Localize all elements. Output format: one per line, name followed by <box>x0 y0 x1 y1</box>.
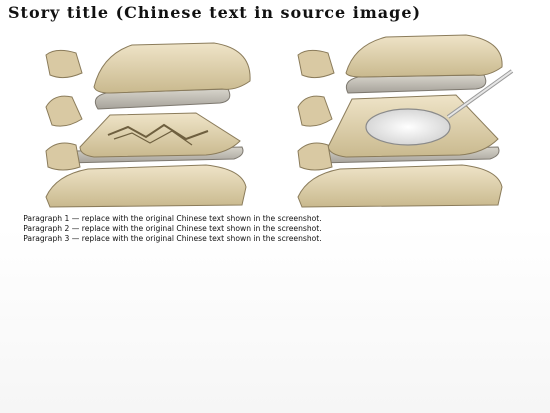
spine-illustration <box>36 27 518 210</box>
paragraph-3: Paragraph 3 — replace with the original Chinese text shown in the screenshot. <box>23 234 322 244</box>
story-body <box>8 214 542 245</box>
fractured-vertebra-panel <box>46 43 250 207</box>
story-title: Story title (Chinese text in source image) <box>8 3 422 22</box>
paragraph-1: Paragraph 1 — replace with the original Chinese text shown in the screenshot. <box>23 214 322 223</box>
restored-vertebra-panel <box>298 35 512 207</box>
paragraph-2: Paragraph 2 — replace with the original Chinese text shown in the screenshot. <box>23 224 322 234</box>
